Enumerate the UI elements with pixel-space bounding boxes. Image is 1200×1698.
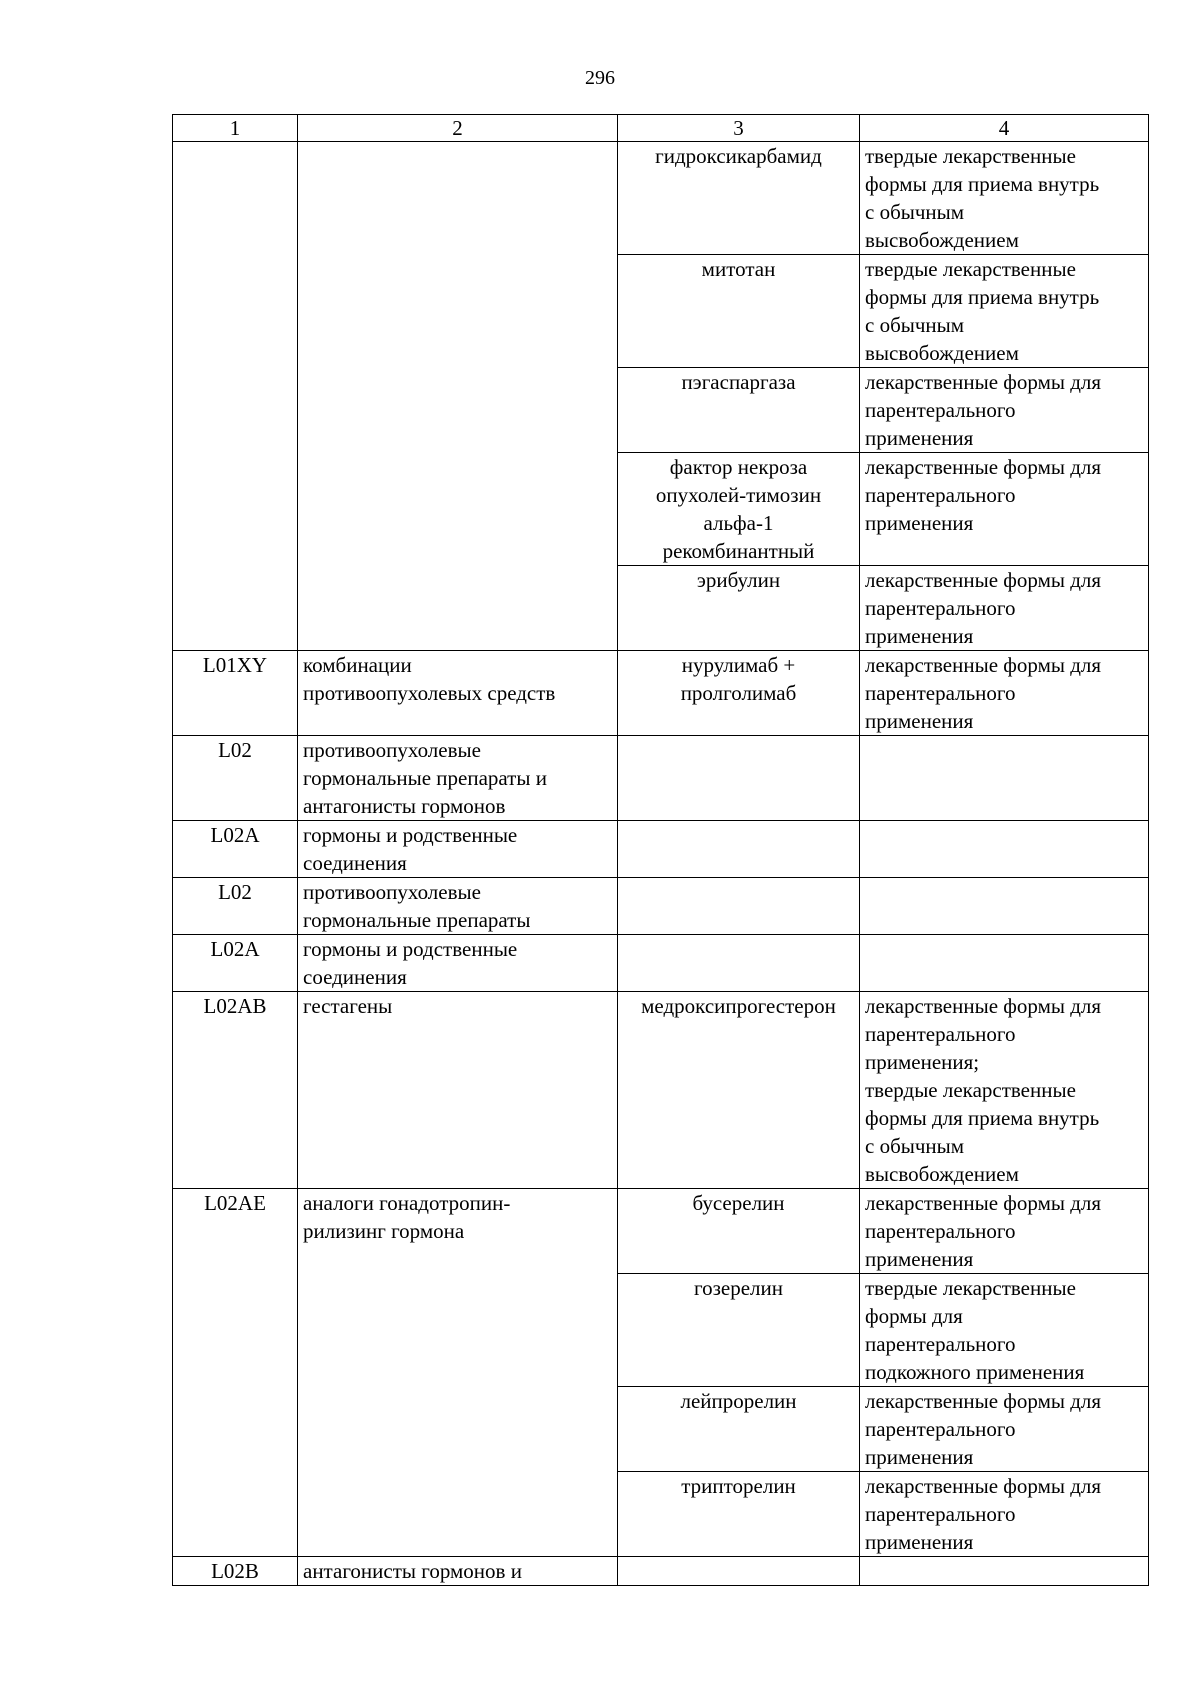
drug-name-cell: [618, 878, 860, 935]
dosage-form-cell: твердые лекарственные формы для приема внутрь с обычным высвобождением: [860, 255, 1149, 368]
dosage-form-cell: [860, 736, 1149, 821]
table-row: [173, 1189, 1149, 1274]
group-name-cell: противоопухолевые гормональные препараты и антагонисты гормонов: [298, 736, 618, 821]
atc-code-cell: L01XY: [173, 651, 298, 736]
page-number: 296: [585, 67, 615, 89]
atc-code-cell: L02: [173, 878, 298, 935]
dosage-form-cell: лекарственные формы для парентерального применения: [860, 368, 1149, 453]
table-row: [173, 142, 1149, 255]
dosage-form-cell: лекарственные формы для парентерального применения: [860, 651, 1149, 736]
drug-name-cell: трипторелин: [618, 1472, 860, 1557]
atc-code-cell: L02B: [173, 1557, 298, 1586]
group-name-cell: комбинации противоопухолевых средств: [298, 651, 618, 736]
drug-name-cell: [618, 821, 860, 878]
group-name-cell: [298, 142, 618, 651]
drug-table: [172, 114, 1149, 1586]
atc-code-cell: L02A: [173, 935, 298, 992]
dosage-form-cell: твердые лекарственные формы для парентерального подкожного применения: [860, 1274, 1149, 1387]
group-name-cell: гормоны и родственные соединения: [298, 821, 618, 878]
dosage-form-cell: лекарственные формы для парентерального применения: [860, 566, 1149, 651]
drug-name-cell: эрибулин: [618, 566, 860, 651]
dosage-form-cell: лекарственные формы для парентерального применения; твердые лекарственные формы для приема внутрь с обычным высвобождением: [860, 992, 1149, 1189]
drug-name-cell: митотан: [618, 255, 860, 368]
dosage-form-cell: лекарственные формы для парентерального применения: [860, 1472, 1149, 1557]
dosage-form-cell: [860, 878, 1149, 935]
atc-code-cell: L02: [173, 736, 298, 821]
table-row: [173, 992, 1149, 1189]
atc-code-cell: L02AE: [173, 1189, 298, 1557]
atc-code-cell: [173, 142, 298, 651]
drug-name-cell: лейпрорелин: [618, 1387, 860, 1472]
header-cell-4: 4: [860, 115, 1149, 142]
group-name-cell: антагонисты гормонов и: [298, 1557, 618, 1586]
table-row: [173, 651, 1149, 736]
dosage-form-cell: [860, 1557, 1149, 1586]
dosage-form-cell: [860, 935, 1149, 992]
dosage-form-cell: [860, 821, 1149, 878]
group-name-cell: противоопухолевые гормональные препараты: [298, 878, 618, 935]
dosage-form-cell: лекарственные формы для парентерального применения: [860, 1189, 1149, 1274]
table-row: [173, 1557, 1149, 1586]
dosage-form-cell: лекарственные формы для парентерального применения: [860, 1387, 1149, 1472]
table-header-row: [173, 115, 1149, 142]
drug-name-cell: гозерелин: [618, 1274, 860, 1387]
drug-name-cell: [618, 736, 860, 821]
drug-name-cell: бусерелин: [618, 1189, 860, 1274]
header-cell-3: 3: [618, 115, 860, 142]
atc-code-cell: L02AB: [173, 992, 298, 1189]
group-name-cell: гормоны и родственные соединения: [298, 935, 618, 992]
table-row: [173, 878, 1149, 935]
drug-name-cell: [618, 935, 860, 992]
group-name-cell: аналоги гонадотропин- рилизинг гормона: [298, 1189, 618, 1557]
table-row: [173, 935, 1149, 992]
group-name-cell: гестагены: [298, 992, 618, 1189]
table-row: [173, 736, 1149, 821]
drug-name-cell: гидроксикарбамид: [618, 142, 860, 255]
dosage-form-cell: лекарственные формы для парентерального применения: [860, 453, 1149, 566]
table-row: [173, 821, 1149, 878]
drug-name-cell: пэгаспаргаза: [618, 368, 860, 453]
drug-name-cell: [618, 1557, 860, 1586]
drug-name-cell: фактор некроза опухолей-тимозин альфа-1 рекомбинантный: [618, 453, 860, 566]
header-cell-1: 1: [173, 115, 298, 142]
drug-name-cell: нурулимаб + пролголимаб: [618, 651, 860, 736]
drug-name-cell: медроксипрогестерон: [618, 992, 860, 1189]
dosage-form-cell: твердые лекарственные формы для приема внутрь с обычным высвобождением: [860, 142, 1149, 255]
header-cell-2: 2: [298, 115, 618, 142]
atc-code-cell: L02A: [173, 821, 298, 878]
